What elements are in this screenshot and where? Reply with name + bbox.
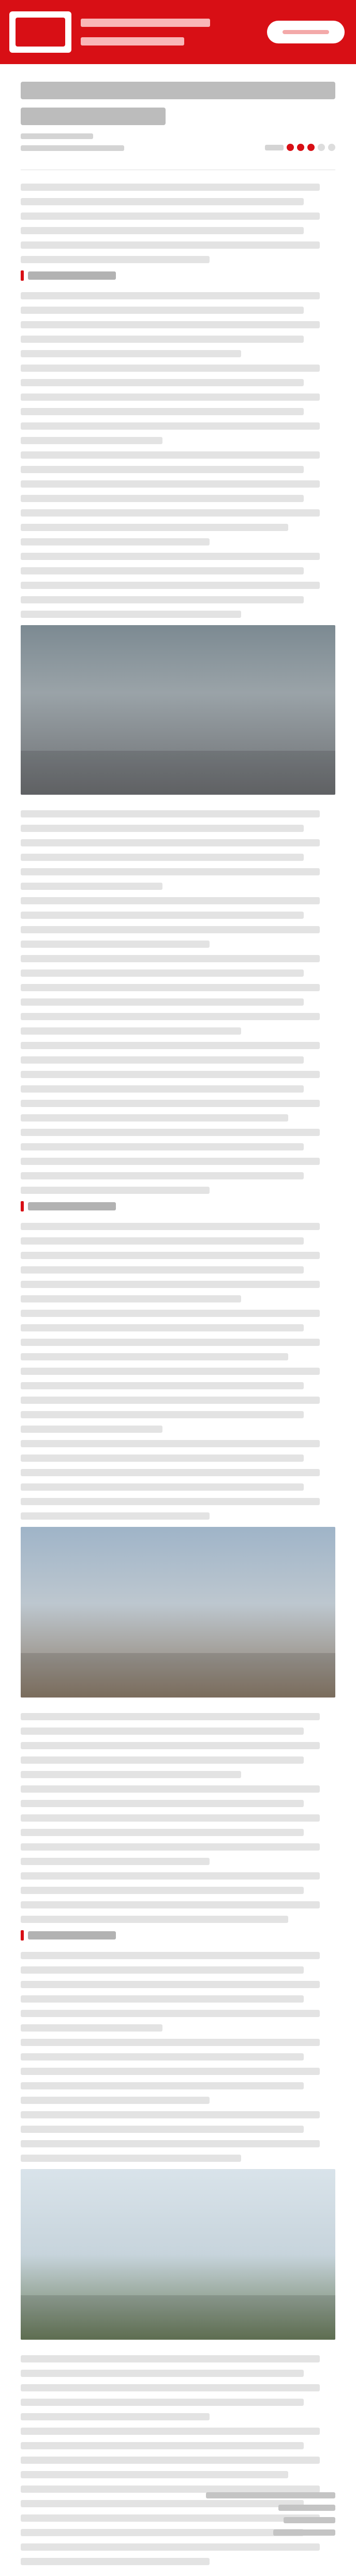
paragraph [21, 2428, 335, 2478]
article-meta [21, 133, 335, 170]
heat-dot-icon [328, 144, 335, 151]
paragraph [21, 1223, 335, 1302]
article-credits [201, 2492, 335, 2542]
banner-slogan [81, 19, 210, 27]
article-title [21, 82, 335, 125]
paragraph [21, 292, 335, 357]
paragraph [21, 955, 335, 1035]
section-heading [21, 270, 335, 281]
paragraph [21, 1713, 335, 1778]
heat-dot-icon [307, 144, 315, 151]
article-photo [21, 2169, 335, 2340]
heat-rating [265, 144, 335, 151]
paragraph [21, 1440, 335, 1520]
paragraph [21, 897, 335, 948]
paragraph [21, 1310, 335, 1360]
paragraph [21, 184, 335, 263]
news-logo-icon [16, 18, 65, 47]
paragraph [21, 1952, 335, 2032]
section-heading [21, 1201, 335, 1211]
article-source [21, 133, 93, 139]
article-photo [21, 625, 335, 795]
paragraph [21, 2039, 335, 2104]
paragraph [21, 1042, 335, 1122]
heat-dot-icon [318, 144, 325, 151]
heat-dot-icon [287, 144, 294, 151]
paragraph [21, 1129, 335, 1194]
paragraph [21, 2111, 335, 2162]
paragraph [21, 1785, 335, 1865]
article-date [21, 145, 124, 151]
banner-publisher [81, 37, 184, 46]
paragraph [21, 1872, 335, 1923]
paragraph [21, 451, 335, 545]
paragraph [21, 553, 335, 618]
section-heading [21, 1930, 335, 1941]
app-download-banner [0, 0, 356, 64]
heat-dot-icon [297, 144, 304, 151]
news-logo [9, 11, 71, 53]
paragraph [21, 1368, 335, 1433]
paragraph [21, 810, 335, 890]
article-photo [21, 1527, 335, 1698]
paragraph [21, 2355, 335, 2420]
download-app-button[interactable] [267, 21, 345, 43]
paragraph [21, 365, 335, 444]
article [21, 78, 335, 2572]
